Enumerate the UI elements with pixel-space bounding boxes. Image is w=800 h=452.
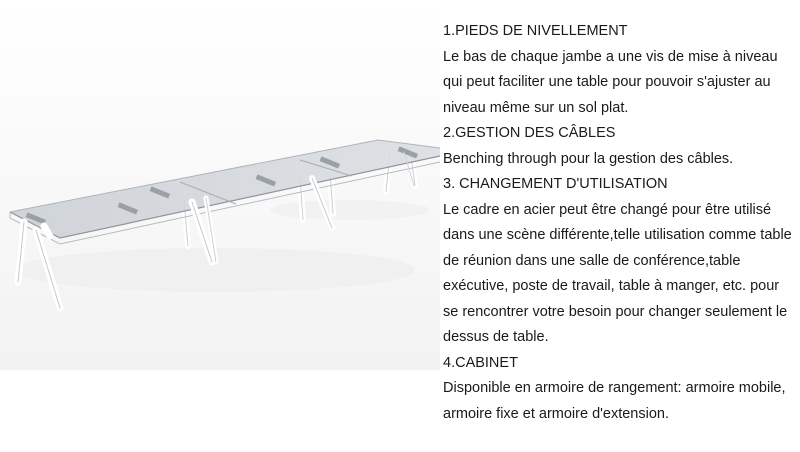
text-line: niveau même sur un sol plat. xyxy=(443,99,629,116)
text-line: qui peut faciliter une table pour pouvoir s'ajuster au xyxy=(443,74,771,90)
heading-cable-management: 2.GESTION DES CÂBLES xyxy=(443,125,616,141)
text-line: exécutive, poste de travail, table à manger, etc. pour xyxy=(443,278,780,294)
text-line: Le cadre en acier peut être changé pour être utilisé xyxy=(443,201,772,218)
bench-table-image xyxy=(0,0,440,370)
text-line: se rencontrer votre besoin pour changer seulement le xyxy=(443,303,788,320)
heading-cabinet: 4.CABINET xyxy=(443,354,518,371)
text-line: dans une scène différente,telle utilisation comme table xyxy=(443,227,792,243)
text-line: Disponible en armoire de rangement: armoire mobile, xyxy=(443,380,786,396)
product-description xyxy=(443,19,800,427)
text-line: dessus de table. xyxy=(443,329,549,345)
text-line: Benching through pour la gestion des câbles. xyxy=(443,150,734,167)
heading-leveling-feet: 1.PIEDS DE NIVELLEMENT xyxy=(443,23,628,39)
text-line: de réunion dans une salle de conférence,table xyxy=(443,252,741,269)
text-line: armoire fixe et armoire d'extension. xyxy=(443,405,670,422)
heading-change-of-use: 3. CHANGEMENT D'UTILISATION xyxy=(443,176,668,192)
text-line: Le bas de chaque jambe a une vis de mise à niveau xyxy=(443,48,778,65)
